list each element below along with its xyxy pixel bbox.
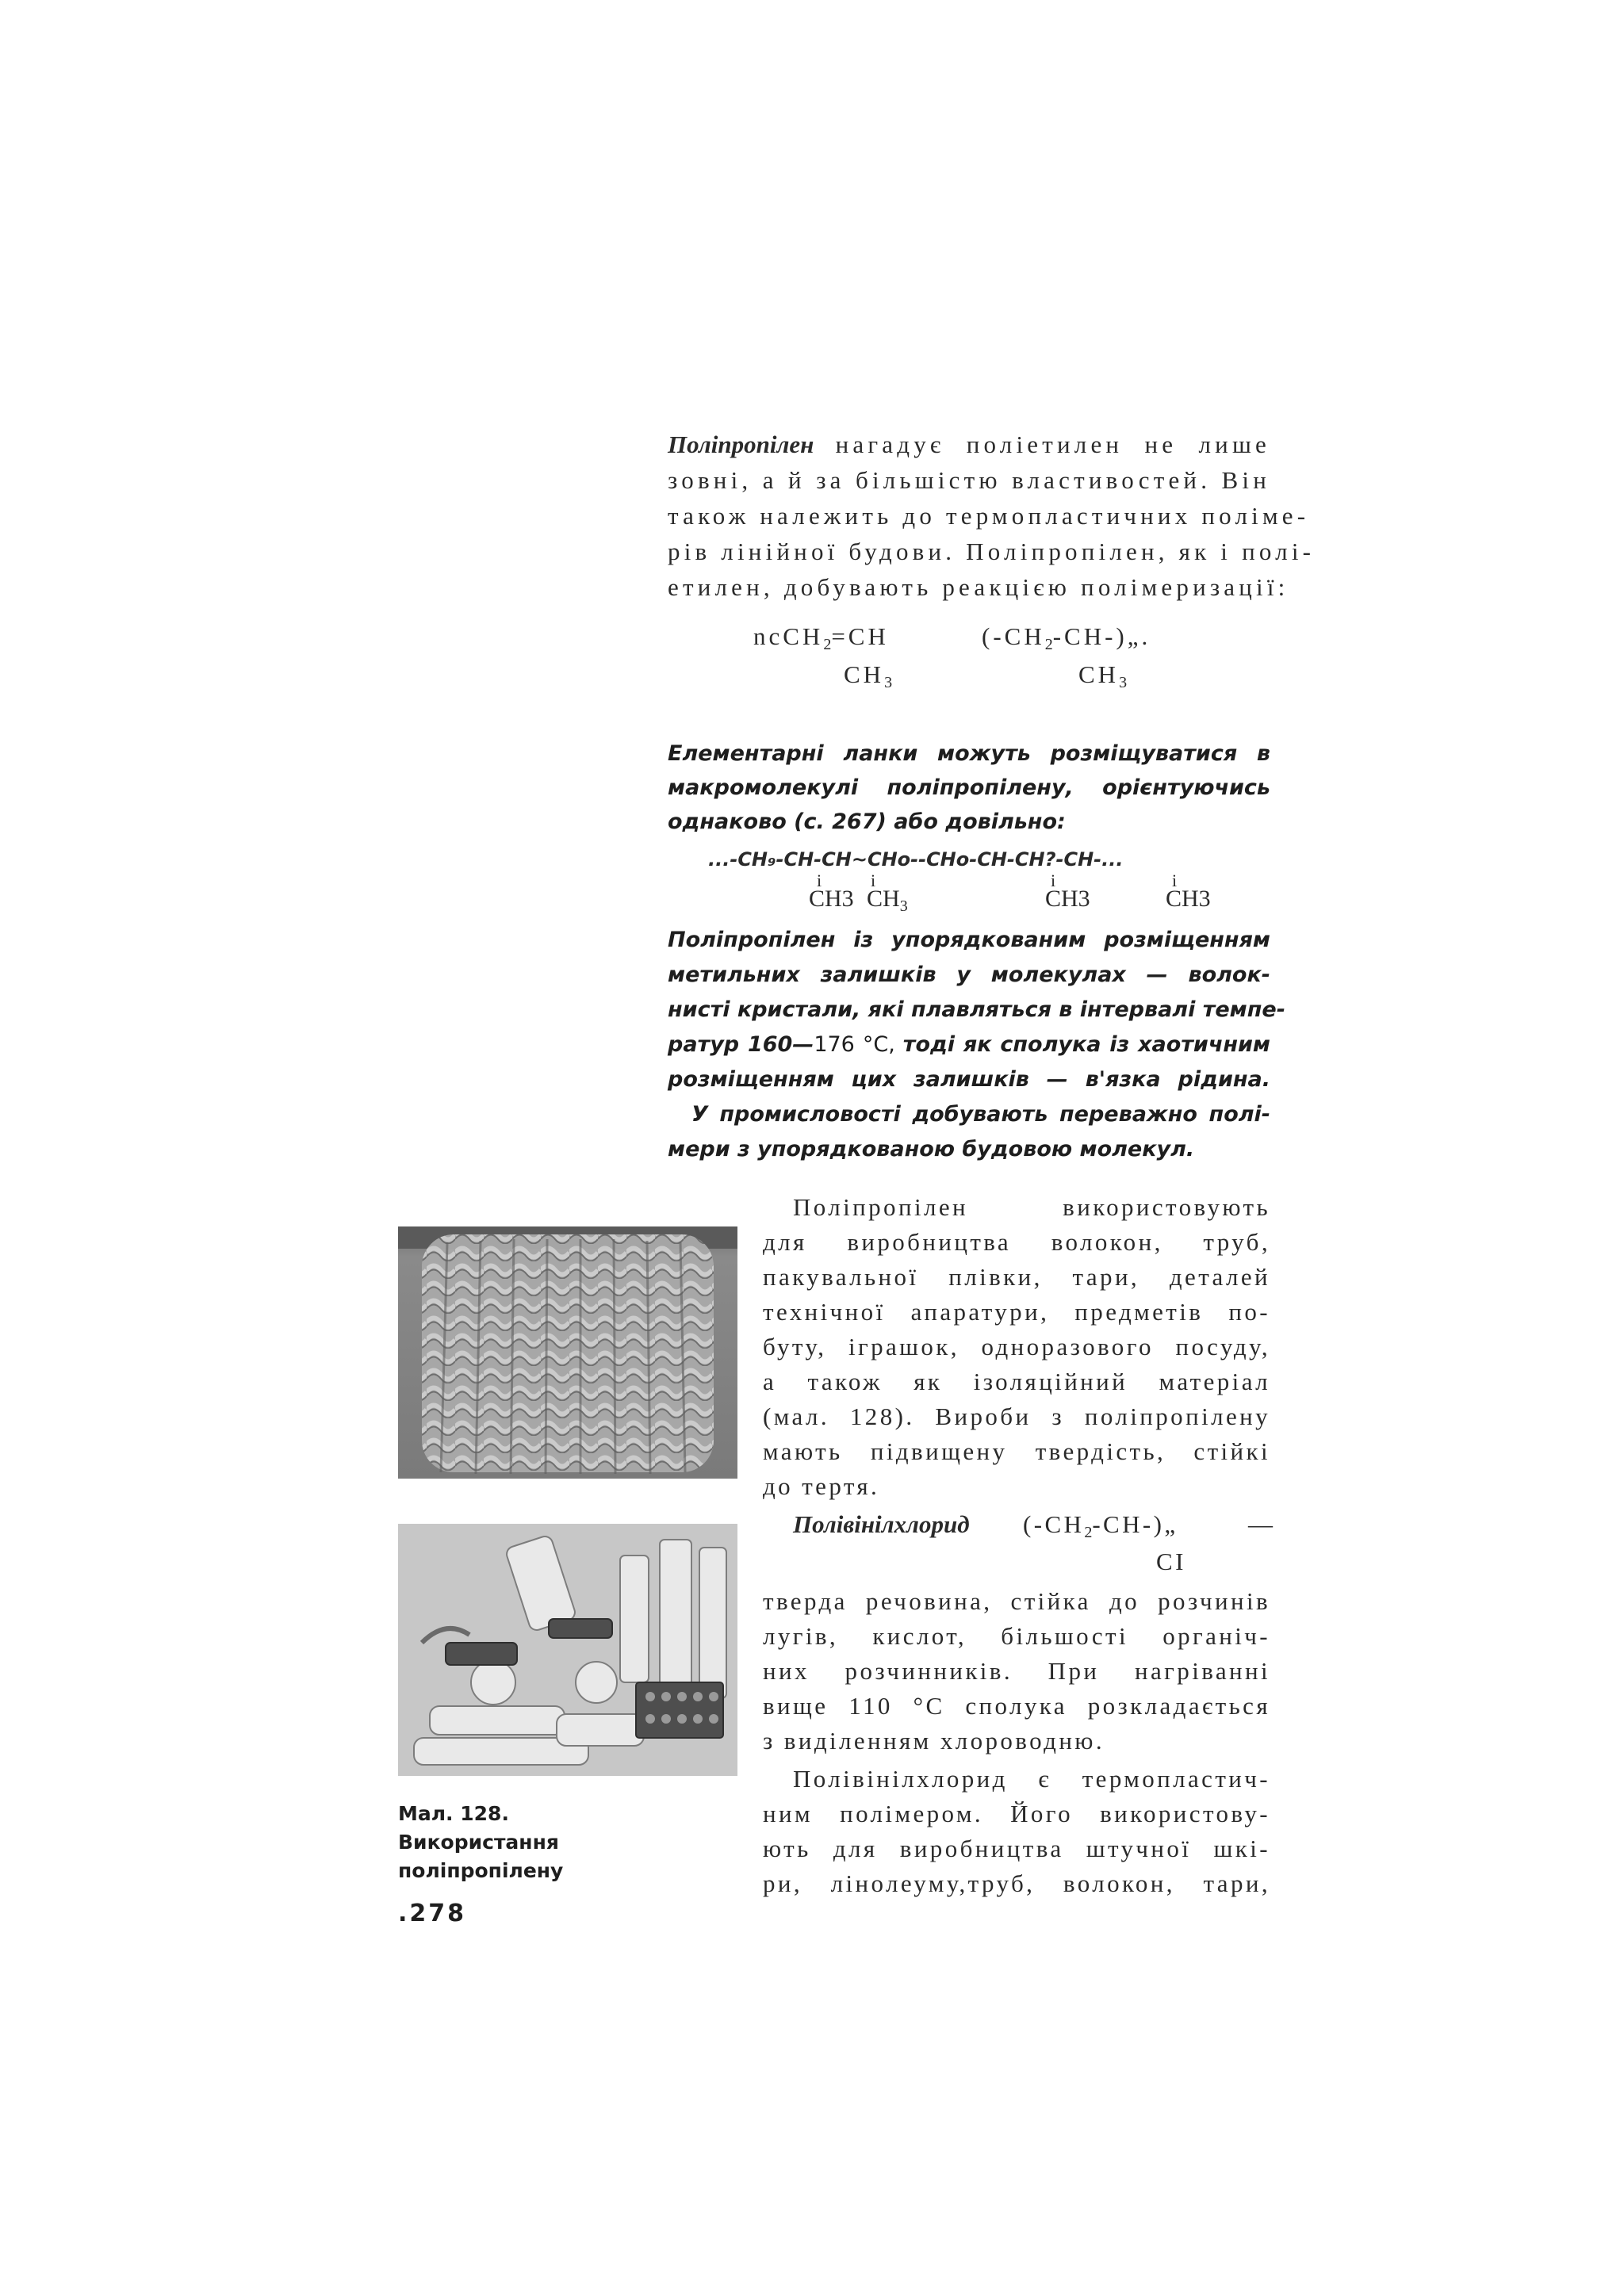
note-line-3: однаково (с. 267) або довільно: [668, 809, 1066, 834]
intro-line-2: зовні, а й за більшістю властивостей. Він [668, 466, 1270, 494]
reaction-ch3-left: $CH_3$ [844, 660, 893, 691]
uses-line-9: до тертя. [763, 1472, 880, 1500]
prop-line-2: метильних залишків у молекулах — волок- [668, 962, 1270, 987]
pvc-line-4: вище 110 °С сполука розкладається [763, 1692, 1270, 1720]
note-line-2: макромолекулі поліпропілену, орієнтуючись [668, 775, 1270, 800]
chain-ch3-4: CH3 [1166, 886, 1211, 912]
uses-line-8: мають підвищену твердість, стійкі [763, 1437, 1270, 1465]
pvc-line-2: лугів, кислот, більшості органіч- [763, 1622, 1270, 1650]
pvc-line-5: з виділенням хлороводню. [763, 1727, 1105, 1755]
pvc-line-3: них розчинників. При нагріванні [763, 1657, 1270, 1685]
note-line-1: Елементарні ланки можуть розміщуватися в [668, 741, 1270, 766]
pvc-chlorine: CI [1156, 1548, 1186, 1575]
rope-illustration [398, 1226, 737, 1479]
chain-bond-3: i [1051, 871, 1056, 890]
caption-line-2: Використання [398, 1831, 559, 1854]
uses-line-3: пакувальної плівки, тари, деталей [763, 1263, 1270, 1291]
intro-line-4: рів лінійної будови. Поліпропілен, як і полі- [668, 538, 1316, 565]
figure-caption [398, 1800, 563, 1885]
uses-line-6: а також як ізоляційний матеріал [763, 1368, 1270, 1395]
prop-line-5: розміщенням цих залишків — в'язка рідина. [668, 1067, 1270, 1092]
pvc-line-9: ри, лінолеуму,труб, волокон, тари, [763, 1869, 1270, 1897]
chain-ch3-2: $CH_3$ [867, 886, 908, 915]
page-number: .278 [398, 1900, 467, 1927]
pvc-line-7: ним полімером. Його використову- [763, 1800, 1270, 1827]
chain-backbone: ...-CH₉-CH-CH~CHo--CHo-CH-CH?-CH-... [708, 848, 1124, 871]
term-pvc: Полівінілхлорид [793, 1510, 970, 1538]
reaction-polymer: $(-CH_2-CH-)„$. [982, 622, 1151, 653]
pvc-dash: — [1248, 1510, 1276, 1538]
pvc-heading-line [793, 1510, 970, 1539]
chain-bond-2: i [871, 871, 876, 890]
intro-line-5: етилен, добувають реакцією полімеризації: [668, 573, 1289, 601]
chain-bond-4: i [1172, 871, 1178, 890]
prop-line-3: нисті кристали, які плавляться в інтервалі темпе- [668, 997, 1285, 1022]
intro-line-3: також належить до термопластичних полімe- [668, 502, 1310, 530]
term-polypropylene: Поліпропілен [668, 430, 814, 458]
prop-line-6: У промисловості добувають переважно полі- [691, 1102, 1270, 1127]
uses-line-4: технічної апаратури, предметів по- [763, 1298, 1270, 1326]
prop-line-4: ратур 160—176 °С, тоді як сполука із хаотичним [668, 1032, 1270, 1057]
chain-ch3-3: CH3 [1045, 886, 1090, 912]
pvc-line-8: ють для виробництва штучної шкі- [763, 1835, 1270, 1862]
uses-line-2: для виробництва волокон, труб, [763, 1228, 1270, 1256]
intro-line-1: Поліпропілен нагадує поліетилен не лише [668, 430, 1270, 458]
prop-line-1: Поліпропілен із упорядкованим розміщенням [668, 928, 1270, 952]
pvc-line-6: Полівінілхлорид є термопластич- [793, 1765, 1270, 1793]
rope-photo [398, 1226, 737, 1479]
reaction-ch3-right: $CH_3$ [1078, 660, 1128, 691]
uses-line-1: Поліпропілен використовують [793, 1193, 1270, 1221]
caption-number: Мал. 128. [398, 1802, 509, 1825]
pipes-illustration [398, 1524, 737, 1776]
caption-line-3: поліпропілену [398, 1859, 564, 1882]
uses-line-5: буту, іграшок, одноразового посуду, [763, 1333, 1270, 1360]
chain-bond-1: i [817, 871, 822, 890]
pvc-formula: $(-CH_2-CH-)„$ [1023, 1510, 1178, 1541]
pipes-photo [398, 1524, 737, 1776]
pvc-line-1: тверда речовина, стійка до розчинів [763, 1587, 1270, 1615]
prop-line-7: мери з упорядкованою будовою молекул. [668, 1137, 1195, 1161]
chain-ch3-1: CH3 [809, 886, 854, 912]
uses-line-7: (мал. 128). Вироби з поліпропілену [763, 1402, 1270, 1430]
reaction-monomer: ncCH$_2$=CH [753, 622, 889, 653]
